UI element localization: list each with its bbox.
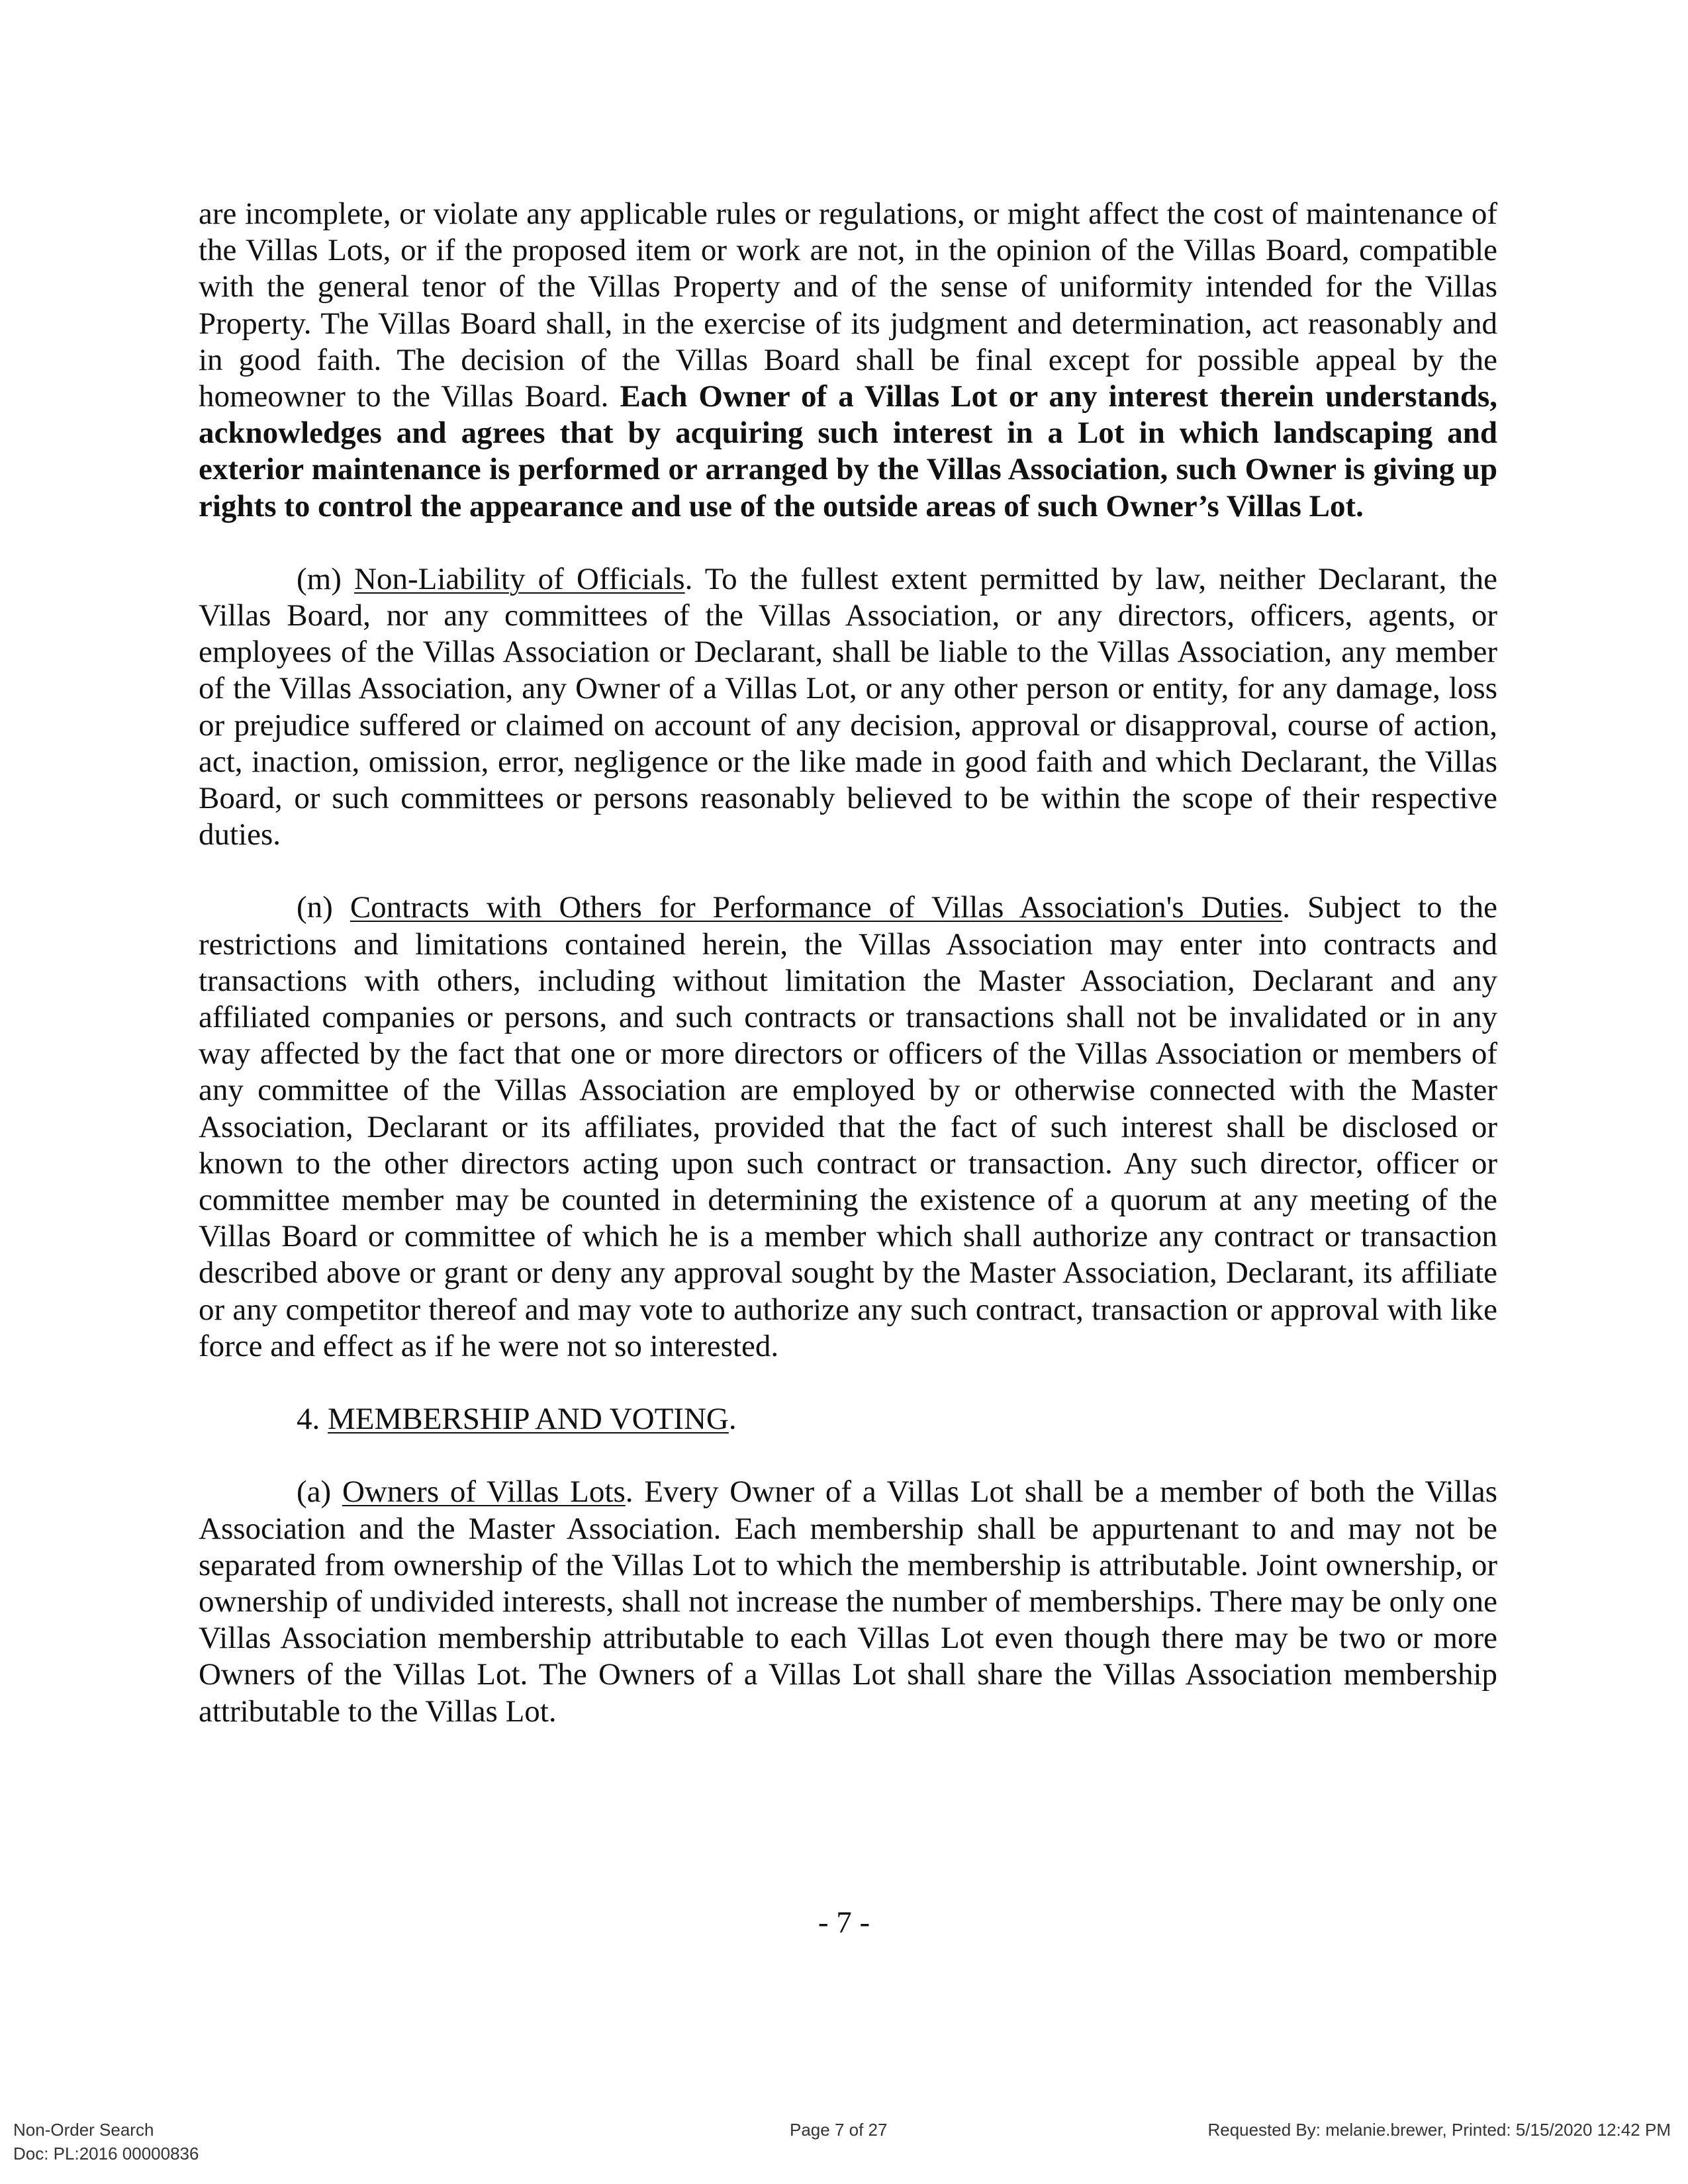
footer-page-count: Page 7 of 27 (790, 2120, 888, 2140)
footer-search-type: Non-Order Search (13, 2120, 154, 2140)
paragraph-l-continuation (199, 196, 1497, 525)
footer-requested-by: Requested By: melanie.brewer, Printed: 5/15/2020 12:42 PM (1207, 2120, 1671, 2140)
section-4-title: MEMBERSHIP AND VOTING (328, 1402, 729, 1437)
paragraph-a-text: . Every Owner of a Villas Lot shall be a member of both the Villas Association and the Master Association. Each membership shall be appurtenant to and may not be separated from ownership of the Villas Lot to which the membership is attributable. Joint ownership, or ownership of undivided interests, shall not increase the number of memberships. There may be only one Villas Association membership attributable to each Villas Lot even though there may be two or more Owners of the Villas Lot. The Owners of a Villas Lot shall share the Villas Association membership attributable to the Villas Lot. (199, 1475, 1497, 1729)
paragraph-a (199, 1474, 1497, 1729)
paragraph-l-text: are incomplete, or violate any applicable rules or regulations, or might affect the cost of maintenance of the Villas Lots, or if the proposed item or work are not, in the opinion of the Villas Board, compatible with the general tenor of the Villas Property and of the sense of uniformity intended for the Villas Property. The Villas Board shall, in the exercise of its judgment and determination, act reasonably and in good faith. The decision of the Villas Board shall be final except for possible appeal by the homeowner to the Villas Board. (199, 197, 1497, 414)
document-body (199, 196, 1497, 1766)
paragraph-m-heading: Non-Liability of Officials (354, 561, 685, 596)
paragraph-l-bold-text: Each Owner of a Villas Lot or any interest therein understands, acknowledges and agrees that by acquiring such interest in a Lot in which landscaping and exterior maintenance is performed or arranged by the Villas Association, such Owner is giving up rights to control the appearance and use of the outside areas of such Owner’s Villas Lot. (199, 379, 1497, 523)
paragraph-m-label: (m) (297, 561, 355, 596)
paragraph-a-heading: Owners of Villas Lots (342, 1475, 626, 1510)
section-4-period: . (728, 1402, 737, 1437)
paragraph-n (199, 889, 1497, 1365)
paragraph-a-label: (a) (297, 1475, 342, 1510)
paragraph-m (199, 561, 1497, 854)
section-4-label: 4. (297, 1402, 328, 1437)
paragraph-n-heading: Contracts with Others for Performance of Villas Association's Duties (350, 890, 1283, 925)
paragraph-n-label: (n) (297, 890, 350, 925)
footer-doc-id: Doc: PL:2016 00000836 (13, 2144, 199, 2163)
paragraph-n-text: . Subject to the restrictions and limitations contained herein, the Villas Association may enter into contracts and transactions with others, including without limitation the Master Association, Declarant and any affiliated companies or persons, and such contracts or transactions shall not be invalidated or in any way affected by the fact that one or more directors or officers of the Villas Association or members of any committee of the Villas Association are employed by or otherwise connected with the Master Association, Declarant or its affiliates, provided that the fact of such interest shall be disclosed or known to the other directors acting upon such contract or transaction. Any such director, officer or committee member may be counted in determining the existence of a quorum at any meeting of the Villas Board or committee of which he is a member which shall authorize any contract or transaction described above or grant or deny any approval sought by the Master Association, Declarant, its affiliate or any competitor thereof and may vote to authorize any such contract, transaction or approval with like force and effect as if he were not so interested. (199, 890, 1497, 1363)
page-number: - 7 - (818, 1905, 870, 1940)
section-4-heading (199, 1401, 1497, 1437)
paragraph-m-text: . To the fullest extent permitted by law, neither Declarant, the Villas Board, nor any committees of the Villas Association, or any directors, officers, agents, or employees of the Villas Association or Declarant, shall be liable to the Villas Association, any member of the Villas Association, any Owner of a Villas Lot, or any other person or entity, for any damage, loss or prejudice suffered or claimed on account of any decision, approval or disapproval, course of action, act, inaction, omission, error, negligence or the like made in good faith and which Declarant, the Villas Board, or such committees or persons reasonably believed to be within the scope of their respective duties. (199, 561, 1497, 852)
